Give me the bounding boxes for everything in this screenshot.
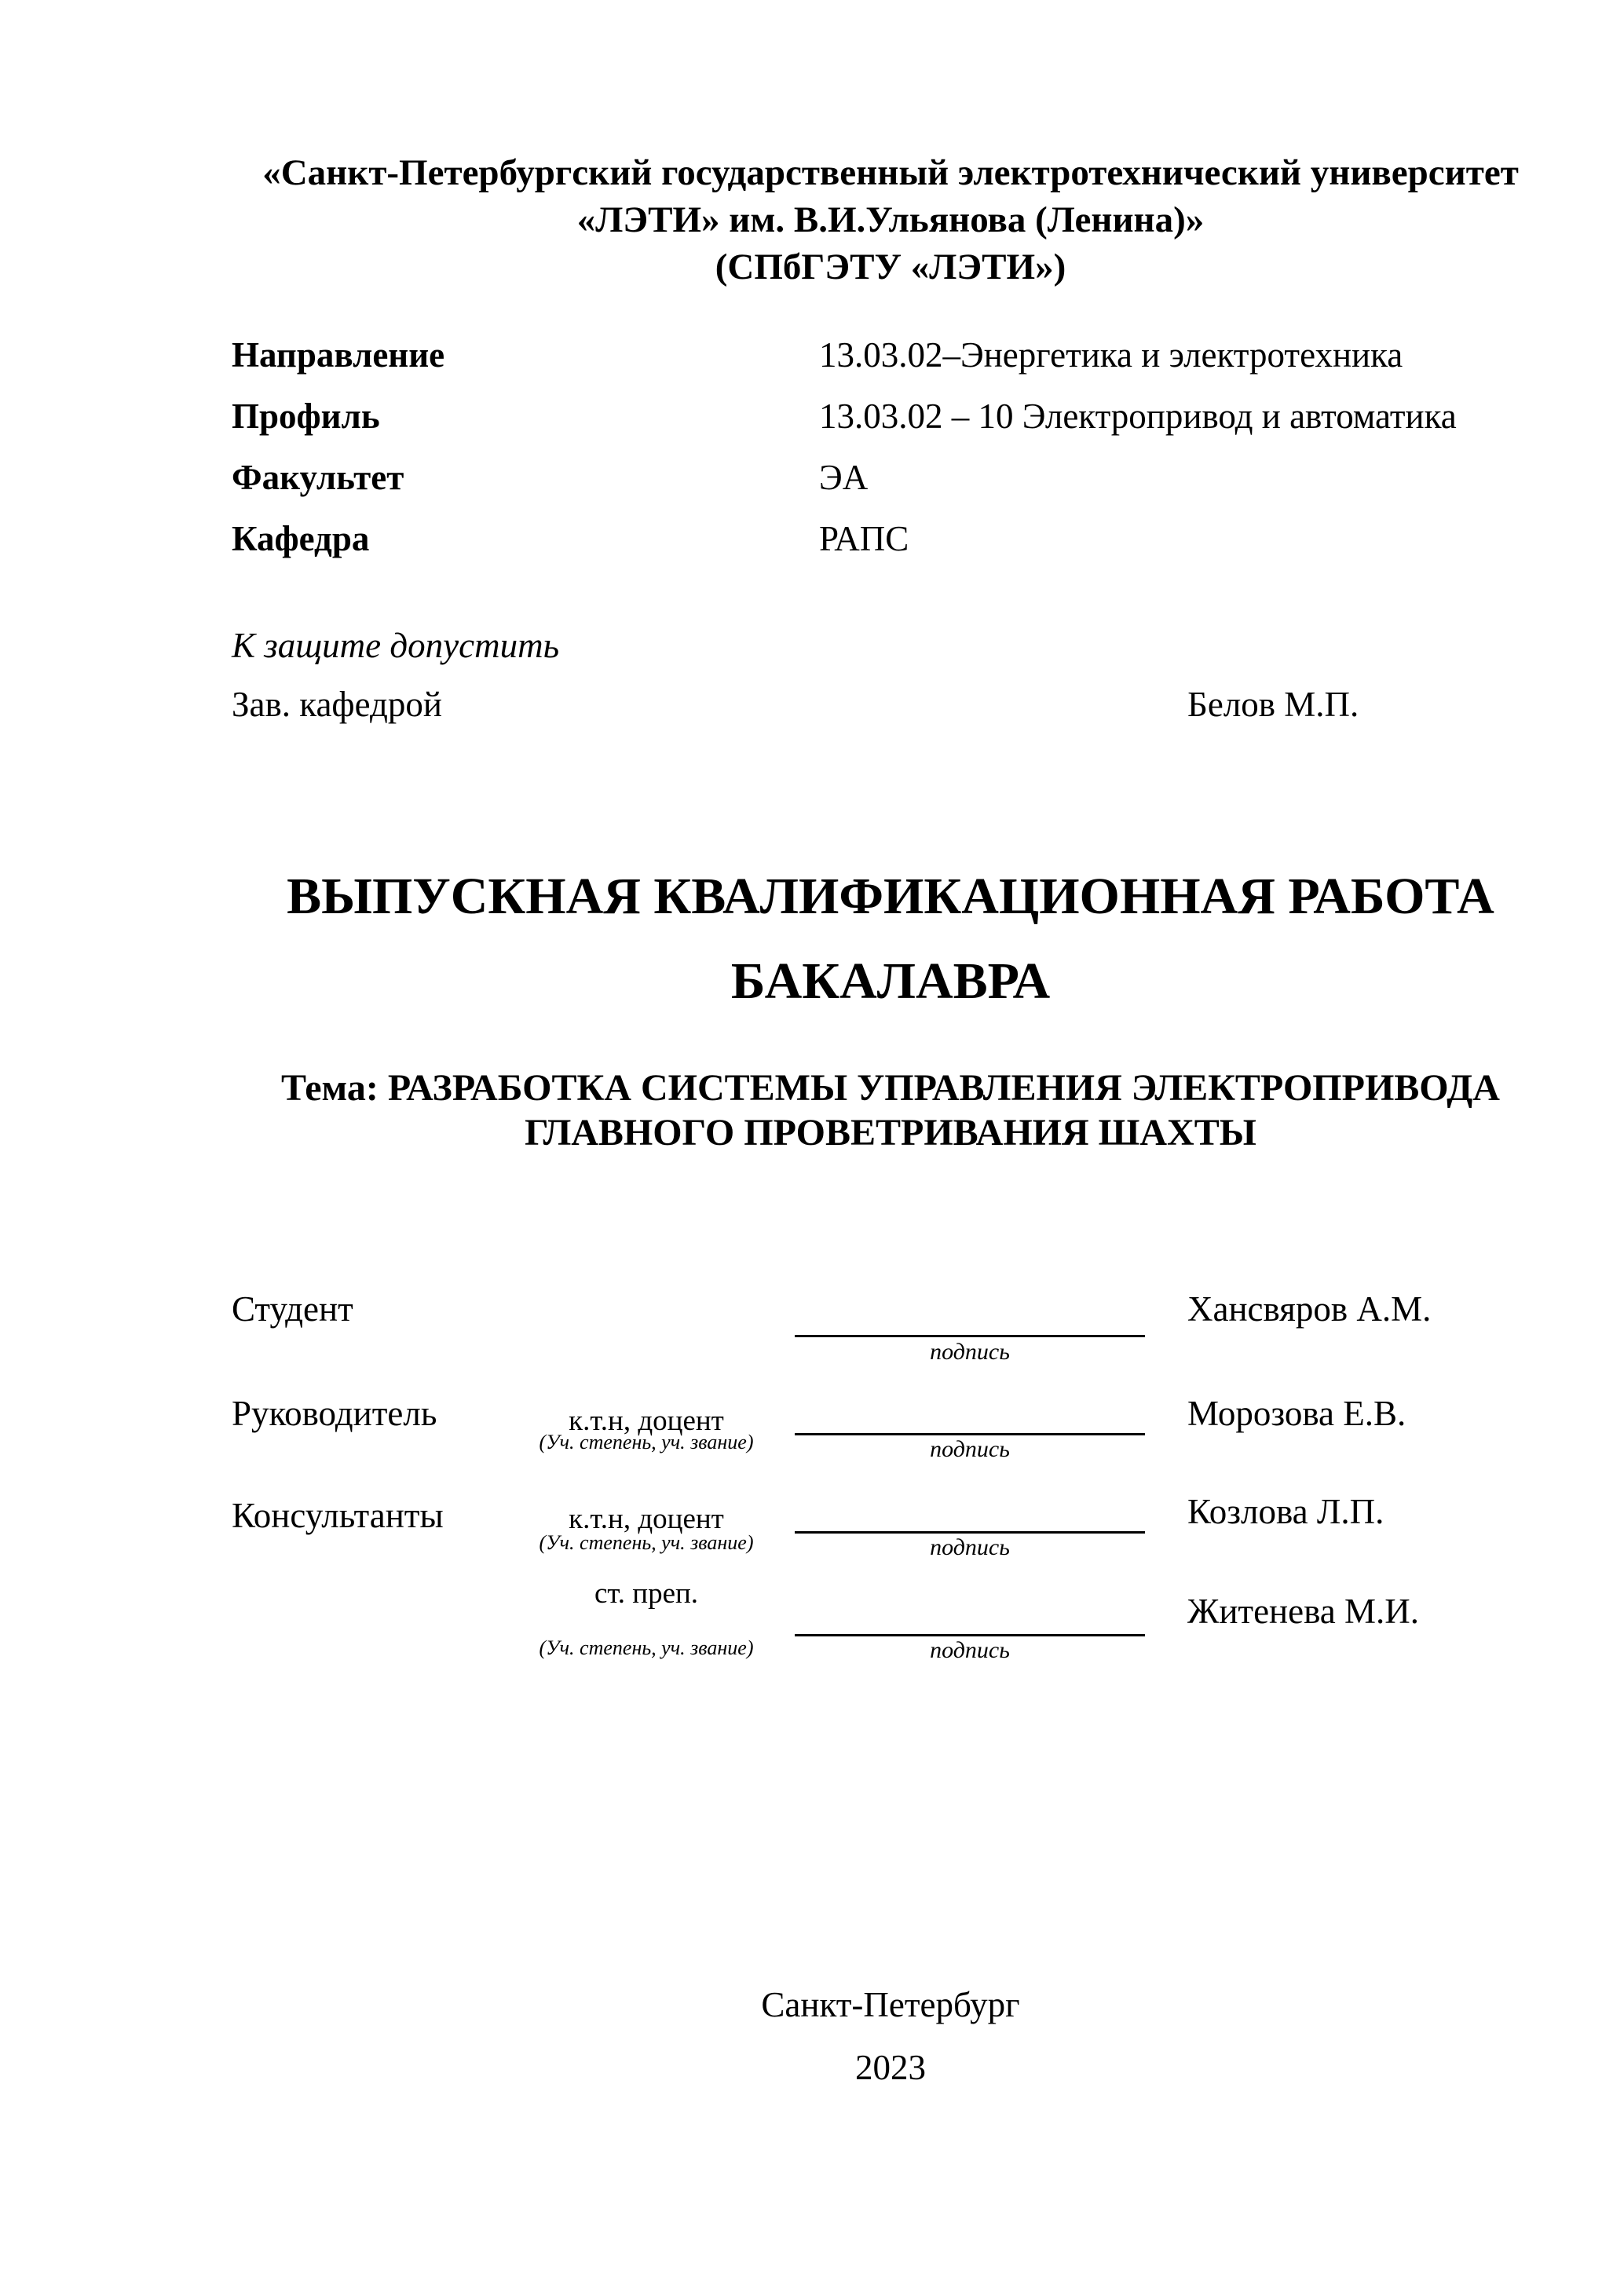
theme-title: [227, 1066, 1554, 1155]
work-title: [227, 854, 1554, 1024]
signature-line: [795, 1531, 1145, 1534]
theme-line1: Тема: РАЗРАБОТКА СИСТЕМЫ УПРАВЛЕНИЯ ЭЛЕКТРОПРИВОДА: [281, 1067, 1500, 1109]
consultants-role-label: Консультанты: [232, 1496, 444, 1535]
consultant2-degree: ст. преп.: [594, 1578, 699, 1610]
work-title-line1: ВЫПУСКНАЯ КВАЛИФИКАЦИОННАЯ РАБОТА: [287, 868, 1494, 925]
work-title-line2: БАКАЛАВРА: [730, 952, 1051, 1010]
head-of-department-name: Белов М.П.: [1187, 685, 1359, 724]
profile-value: 13.03.02 – 10 Электропривод и автоматика: [819, 397, 1457, 436]
signature-line: [795, 1634, 1145, 1636]
student-role-label: Студент: [232, 1289, 353, 1329]
direction-label: Направление: [232, 335, 445, 375]
supervisor-name: Морозова Е.В.: [1187, 1394, 1406, 1433]
signature-caption: подпись: [930, 1436, 1010, 1462]
signature-caption: подпись: [930, 1637, 1010, 1663]
theme-line2: ГЛАВНОГО ПРОВЕТРИВАНИЯ ШАХТЫ: [525, 1112, 1256, 1153]
consultant1-name: Козлова Л.П.: [1187, 1492, 1384, 1531]
year: 2023: [855, 2048, 926, 2087]
degree-hint: (Уч. степень, уч. звание): [539, 1531, 754, 1554]
department-value: РАПС: [819, 519, 909, 558]
signature-caption: подпись: [930, 1534, 1010, 1560]
faculty-value: ЭА: [819, 458, 869, 497]
student-name: Хансвяров А.М.: [1187, 1289, 1432, 1329]
supervisor-degree: к.т.н, доцент: [569, 1405, 724, 1437]
consultant1-degree: к.т.н, доцент: [569, 1503, 724, 1535]
supervisor-role-label: Руководитель: [232, 1394, 437, 1433]
direction-value: 13.03.02–Энергетика и электротехника: [819, 335, 1403, 375]
head-of-department-label: Зав. кафедрой: [232, 685, 442, 724]
faculty-label: Факультет: [232, 458, 404, 497]
department-label: Кафедра: [232, 519, 370, 558]
university-abbreviation: (СПбГЭТУ «ЛЭТИ»): [715, 247, 1066, 287]
university-name-line2: «ЛЭТИ» им. В.И.Ульянова (Ленина)»: [576, 199, 1205, 240]
consultant2-name: Житенева М.И.: [1187, 1592, 1419, 1631]
profile-label: Профиль: [232, 397, 380, 436]
approval-phrase: К защите допустить: [232, 626, 560, 665]
city: Санкт-Петербург: [761, 1985, 1020, 2024]
degree-hint: (Уч. степень, уч. звание): [539, 1636, 754, 1659]
signature-line: [795, 1433, 1145, 1435]
university-name-line1: «Санкт-Петербургский государственный электротехнический университет: [262, 152, 1519, 193]
degree-hint: (Уч. степень, уч. звание): [539, 1431, 754, 1453]
signature-caption: подпись: [930, 1339, 1010, 1365]
signature-line: [795, 1335, 1145, 1337]
university-header: [227, 149, 1554, 291]
